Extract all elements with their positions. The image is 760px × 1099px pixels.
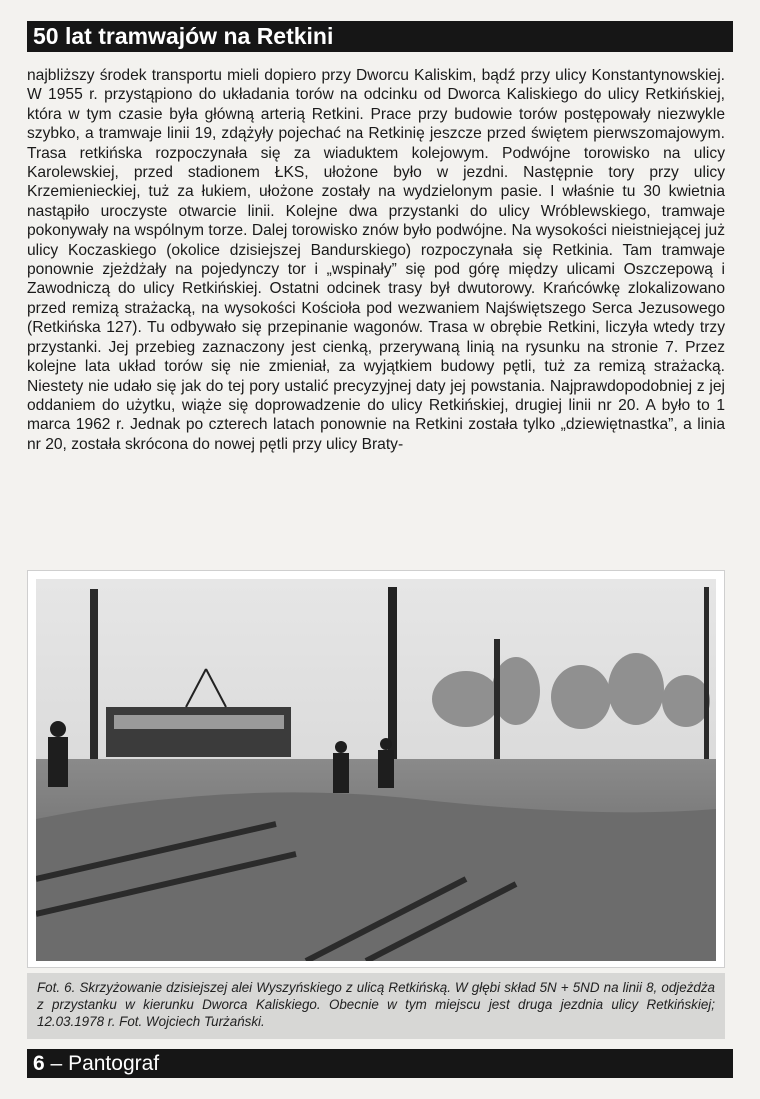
photo-figure xyxy=(27,570,725,968)
tram-photo xyxy=(36,579,716,961)
article-body: najbliższy środek transportu mieli dopiero przy Dworcu Kaliskim, bądź przy ulicy Konstantynowskiej. W 1955 r. przystąpiono do układania torów na odcinku od Dworca Kaliskiego do ulicy Retkińskiej, która w tym czasie była główną arterią Retkini. Prace przy budowie torów postępowały niezwykle szybko, a tramwaje linii 19, zdążyły pojechać na Retkinię jeszcze przed świętem pierwszomajowym. Trasa retkińska rozpoczynała się za wiaduktem kolejowym. Podwójne torowisko na ulicy Karolewskiej, przed stadionem ŁKS, ułożone było w jezdni. Następnie tory przy ulicy Krzemienieckiej, tuż za łukiem, ułożone zostały na wydzielonym pasie. I właśnie tu 30 kwietnia nastąpiło uroczyste otwarcie linii. Kolejne dwa przystanki do ulicy Wróblewskiego, tramwaje pokonywały na wspólnym torze. Dalej torowisko znów było podwójne. Na wysokości nieistniejącej już ulicy Koczaskiego (okolice dzisiejszej Bandurskiego) rozpoczynała się Retkinia. Tam tramwaje ponownie zjeżdżały na pojedynczy tor i „wspinały” się pod górę między ulicami Oszczepową i Zawodniczą do ulicy Retkińskiej. Ostatni odcinek trasy był dwutorowy. Krańcówkę zlokalizowano przed remizą strażacką, na wysokości Kościoła pod wezwaniem Najświętszego Serca Jezusowego (Retkińska 127). Tu odbywało się przepinanie wagonów. Trasa w obrębie Retkini, liczyła wtedy trzy przystanki. Jej przebieg zaznaczony jest cienką, przerywaną linią na rysunku na stronie 7. Przez kolejne lata układ torów się nie zmieniał, za wyjątkiem budowy pętli, tuż za remizą strażacką. Niestety nie udało się jak do tej pory ustalić precyzyjnej daty jej powstania. Najprawdopodobniej z jej oddaniem do użytku, wiąże się doprowadzenie do ulicy Retkińskiej, drugiej linii nr 20. A było to 1 marca 1962 r. Jednak po czterech latach ponownie na Retkini została tylko „dziewiętnastka”, a linia nr 20, została skrócona do nowej pętli przy ulicy Braty- xyxy=(27,67,725,453)
tram-car xyxy=(106,707,291,757)
page-title: 50 lat tramwajów na Retkini xyxy=(33,23,334,49)
page-footer xyxy=(27,1049,733,1078)
footer-separator: – xyxy=(50,1052,63,1075)
photo-caption: Fot. 6. Skrzyżowanie dzisiejszej alei Wyszyńskiego z ulicą Retkińską. W głębi skład 5N + 5ND na linii 8, odjeżdża z przystanku w kierunku Dworca Kaliskiego. Obecnie w tym miejscu jest druga jezdnia ulicy Retkińskiej; 12.03.1978 r. Fot. Wojciech Turżański. xyxy=(27,973,725,1039)
page-number: 6 xyxy=(33,1052,45,1075)
catenary-pole xyxy=(90,589,98,759)
page-header xyxy=(27,21,733,52)
magazine-name: Pantograf xyxy=(68,1052,160,1075)
